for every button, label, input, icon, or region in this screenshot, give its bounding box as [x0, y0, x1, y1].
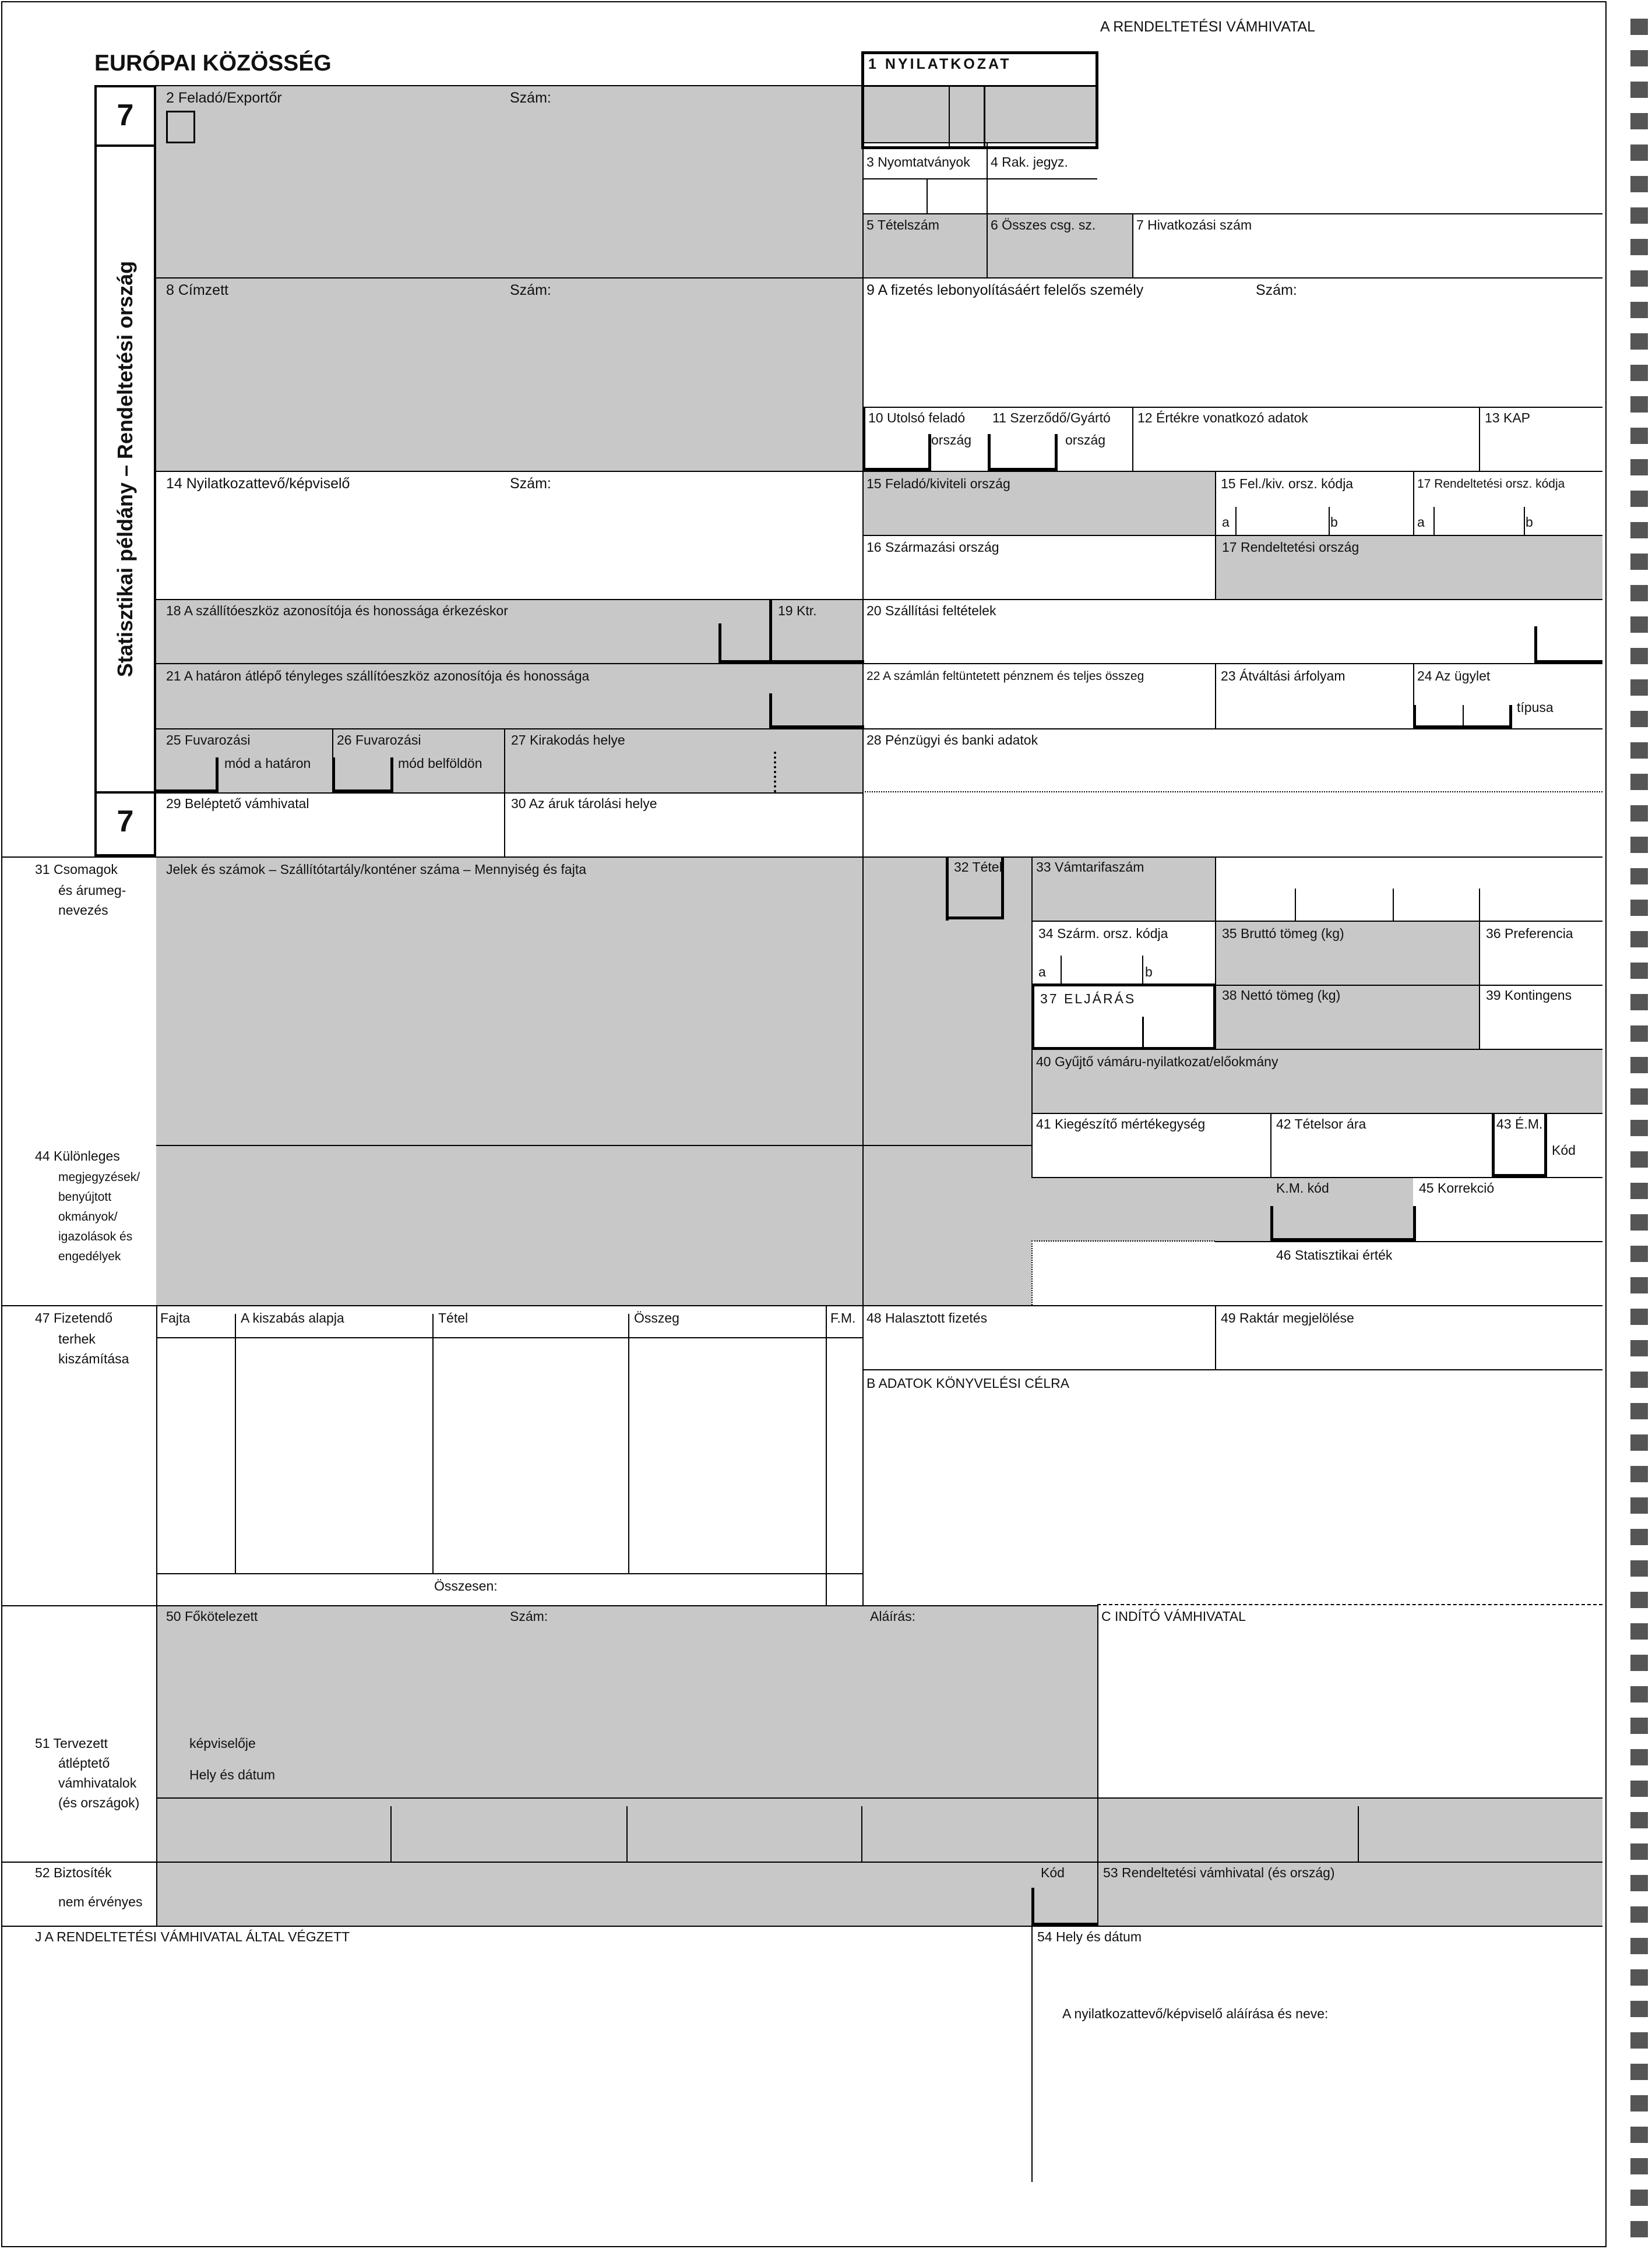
perforation-mark	[1630, 522, 1648, 538]
shade-box51	[156, 1797, 1602, 1862]
box14-label: 14 Nyilatkozattevő/képviselő	[166, 475, 350, 492]
box31-label-2: és árumeg-	[58, 883, 126, 898]
perforation-mark	[1630, 396, 1648, 413]
form-title: EURÓPAI KÖZÖSSÉG	[94, 51, 332, 76]
shade-box2	[156, 85, 862, 277]
copy-label: Statisztikai példány – Rendeltetési ország	[113, 260, 137, 678]
box42-label: 42 Tételsor ára	[1276, 1116, 1366, 1131]
perforation-mark	[1630, 585, 1648, 601]
line	[156, 85, 862, 86]
perforation-mark	[1630, 2221, 1648, 2237]
perforation-mark	[1630, 1560, 1648, 1577]
shade-box50	[156, 1605, 1097, 1797]
box51-label-4: (és országok)	[58, 1795, 140, 1810]
perforation-mark	[1630, 333, 1648, 350]
perforation-mark	[1630, 1875, 1648, 1891]
perforation-mark	[1630, 1183, 1648, 1199]
perforation-mark	[1630, 302, 1648, 318]
perforation-mark	[1630, 239, 1648, 255]
perforation-mark	[1630, 1529, 1648, 1545]
perforation-mark	[1630, 1246, 1648, 1262]
box25-label: 25 Fuvarozási	[166, 732, 251, 748]
perforation-mark	[1630, 1025, 1648, 1042]
perforation-mark	[1630, 1592, 1648, 1608]
box43-kod: Kód	[1552, 1143, 1576, 1158]
box1-label: 1 NYILATKOZAT	[868, 56, 1012, 72]
perforation-strip	[1626, 0, 1652, 2249]
box24-label: 24 Az ügylet	[1417, 668, 1491, 683]
perforation-mark	[1630, 459, 1648, 475]
box44-label-4: okmányok/	[58, 1210, 118, 1224]
box47-label-2: terhek	[58, 1331, 96, 1346]
box32-label: 32 Tétel	[954, 859, 1002, 875]
box4-label: 4 Rak. jegyz.	[991, 154, 1068, 170]
box34-b: b	[1145, 964, 1153, 979]
box-A-label: A RENDELTETÉSI VÁMHIVATAL	[1100, 19, 1316, 35]
perforation-mark	[1630, 2095, 1648, 2111]
box2-checkbox[interactable]	[166, 111, 195, 143]
box16-label: 16 Származási ország	[866, 540, 999, 555]
box27-label: 27 Kirakodás helye	[511, 732, 625, 748]
box23-label: 23 Átváltási árfolyam	[1221, 668, 1345, 683]
box51-label: 51 Tervezett	[35, 1736, 108, 1751]
box47-tetel: Tétel	[438, 1310, 469, 1326]
perforation-mark	[1630, 1749, 1648, 1765]
perforation-mark	[1630, 50, 1648, 66]
box17-label: 17 Rendeltetési ország	[1222, 540, 1359, 555]
box22-label: 22 A számlán feltüntetett pénznem és teljes összeg	[866, 669, 1144, 683]
box52-label: 52 Biztosíték	[35, 1865, 112, 1880]
perforation-mark	[1630, 1906, 1648, 1923]
perforation-mark	[1630, 616, 1648, 633]
perforation-mark	[1630, 113, 1648, 129]
box53-label: 53 Rendeltetési vámhivatal (és ország)	[1103, 1865, 1335, 1880]
perforation-mark	[1630, 1812, 1648, 1828]
copy-number-top: 7	[117, 98, 134, 132]
box43-label: 43 É.M.	[1496, 1116, 1543, 1131]
box38-label: 38 Nettó tömeg (kg)	[1222, 988, 1341, 1003]
box47-alap: A kiszabás alapja	[241, 1310, 344, 1326]
box8-szam-label: Szám:	[510, 282, 551, 298]
box31-desc: Jelek és számok – Szállítótartály/konténer száma – Mennyiség és fajta	[166, 862, 587, 877]
perforation-mark	[1630, 270, 1648, 287]
perforation-mark	[1630, 2001, 1648, 2017]
perforation-mark	[1630, 1434, 1648, 1451]
perforation-mark	[1630, 1340, 1648, 1356]
perforation-mark	[1630, 2032, 1648, 2049]
dotted-line	[862, 791, 1602, 792]
box28-label: 28 Pénzügyi és banki adatok	[866, 732, 1038, 748]
box46-label: 46 Statisztikai érték	[1276, 1247, 1393, 1263]
copy-number-bottom: 7	[117, 805, 134, 838]
perforation-mark	[1630, 1497, 1648, 1514]
perforation-mark	[1630, 2064, 1648, 2080]
shade-box31	[156, 856, 1031, 1145]
box47-fajta: Fajta	[160, 1310, 191, 1326]
box50-hely: Hely és dátum	[189, 1767, 276, 1782]
perforation-mark	[1630, 2127, 1648, 2143]
box-J-label: J A RENDELTETÉSI VÁMHIVATAL ÁLTAL VÉGZETT	[35, 1929, 350, 1944]
perforation-mark	[1630, 1151, 1648, 1168]
shade-box44	[156, 1145, 1031, 1305]
copy-number-divider-bottom	[94, 791, 156, 794]
box52-nem-ervenyes: nem érvényes	[58, 1894, 143, 1909]
box34-a: a	[1038, 964, 1046, 979]
box51-label-3: vámhivatalok	[58, 1775, 137, 1790]
box50-szam-label: Szám:	[510, 1609, 548, 1624]
box33-label: 33 Vámtarifaszám	[1036, 859, 1144, 875]
box15-label: 15 Feladó/kiviteli ország	[866, 476, 1010, 491]
perforation-mark	[1630, 365, 1648, 381]
perforation-mark	[1630, 837, 1648, 853]
perforation-mark	[1630, 868, 1648, 884]
perforation-mark	[1630, 774, 1648, 790]
box-C-label: C INDÍTÓ VÁMHIVATAL	[1101, 1609, 1246, 1624]
perforation-mark	[1630, 1372, 1648, 1388]
perforation-mark	[1630, 1120, 1648, 1136]
box17a-b: b	[1526, 514, 1533, 530]
perforation-mark	[1630, 1466, 1648, 1482]
box9-label: 9 A fizetés lebonyolításáért felelős személy	[866, 282, 1144, 298]
box36-label: 36 Preferencia	[1486, 926, 1573, 941]
box41-label: 41 Kiegészítő mértékegység	[1036, 1116, 1206, 1131]
box50-alairas: Aláírás:	[870, 1609, 915, 1624]
box20-label: 20 Szállítási feltételek	[866, 603, 996, 618]
perforation-mark	[1630, 1057, 1648, 1073]
perforation-mark	[1630, 2190, 1648, 2206]
box31-label: 31 Csomagok	[35, 862, 118, 877]
box26-sub: mód belföldön	[398, 756, 482, 771]
box50-kepviseloje: képviselője	[189, 1736, 256, 1751]
box5-label: 5 Tételszám	[866, 217, 939, 232]
box18-label: 18 A szállítóeszköz azonosítója és honossága érkezéskor	[166, 603, 508, 618]
box11-label: 11 Szerződő/Gyártó	[992, 410, 1111, 425]
box17a-label: 17 Rendeltetési orsz. kódja	[1417, 477, 1565, 491]
perforation-mark	[1630, 1088, 1648, 1105]
km-kod-label: K.M. kód	[1276, 1180, 1329, 1196]
box2-szam-label: Szám:	[510, 90, 551, 106]
box10-label: 10 Utolsó feladó	[868, 410, 966, 425]
perforation-mark	[1630, 1938, 1648, 1954]
perforation-mark	[1630, 1309, 1648, 1325]
perforation-mark	[1630, 963, 1648, 979]
perforation-mark	[1630, 648, 1648, 664]
box17a-a: a	[1417, 514, 1425, 530]
box19-label: 19 Ktr.	[778, 603, 817, 618]
box54-label: 54 Hely és dátum	[1037, 1929, 1142, 1944]
box3-label: 3 Nyomtatványok	[866, 154, 970, 170]
box47-label: 47 Fizetendő	[35, 1310, 112, 1326]
perforation-mark	[1630, 2158, 1648, 2174]
perforation-mark	[1630, 711, 1648, 727]
perforation-mark	[1630, 19, 1648, 35]
box15a-label: 15 Fel./kiv. orsz. kódja	[1221, 476, 1354, 491]
box54-alairas: A nyilatkozattevő/képviselő aláírása és neve:	[1062, 2006, 1329, 2021]
perforation-mark	[1630, 1781, 1648, 1797]
box45-label: 45 Korrekció	[1419, 1180, 1495, 1196]
perforation-mark	[1630, 1686, 1648, 1702]
box9-szam-label: Szám:	[1256, 282, 1297, 298]
perforation-mark	[1630, 805, 1648, 822]
box47-osszesen: Összesen:	[434, 1578, 498, 1594]
box51-label-2: átléptető	[58, 1756, 110, 1771]
box37-label: 37 ELJÁRÁS	[1040, 991, 1136, 1006]
perforation-mark	[1630, 428, 1648, 444]
box15a-b: b	[1330, 514, 1338, 530]
box13-label: 13 KAP	[1485, 410, 1530, 425]
box35-label: 35 Bruttó tömeg (kg)	[1222, 926, 1344, 941]
perforation-mark	[1630, 679, 1648, 696]
box48-label: 48 Halasztott fizetés	[866, 1310, 988, 1326]
box25-sub: mód a határon	[224, 756, 311, 771]
box52-kod: Kód	[1041, 1865, 1065, 1880]
box44-label-5: igazolások és	[58, 1230, 133, 1243]
box47-fm: F.M.	[830, 1310, 856, 1326]
perforation-mark	[1630, 554, 1648, 570]
box12-label: 12 Értékre vonatkozó adatok	[1137, 410, 1308, 425]
box2-label: 2 Feladó/Exportőr	[166, 90, 282, 106]
box49-label: 49 Raktár megjelölése	[1221, 1310, 1354, 1326]
box24-tipusa: típusa	[1517, 700, 1554, 715]
box26-label: 26 Fuvarozási	[337, 732, 421, 748]
box29-label: 29 Beléptető vámhivatal	[166, 796, 309, 811]
box8-label: 8 Címzett	[166, 282, 228, 298]
perforation-mark	[1630, 82, 1648, 98]
box14-szam-label: Szám:	[510, 475, 551, 492]
box7-label: 7 Hivatkozási szám	[1136, 217, 1252, 232]
box31-label-3: nevezés	[58, 903, 108, 918]
box40-label: 40 Gyűjtő vámáru-nyilatkozat/előokmány	[1036, 1054, 1278, 1069]
perforation-mark	[1630, 1623, 1648, 1640]
copy-number-divider	[94, 144, 156, 147]
shade-box8	[156, 277, 862, 471]
box44-label-3: benyújtott	[58, 1190, 112, 1204]
perforation-mark	[1630, 900, 1648, 916]
box44-label-2: megjegyzések/	[58, 1171, 140, 1184]
box30-label: 30 Az áruk tárolási helye	[511, 796, 657, 811]
shade-box52	[156, 1862, 1602, 1926]
box-B-label: B ADATOK KÖNYVELÉSI CÉLRA	[866, 1376, 1070, 1391]
box39-label: 39 Kontingens	[1486, 988, 1572, 1003]
perforation-mark	[1630, 144, 1648, 161]
perforation-mark	[1630, 1277, 1648, 1293]
perforation-mark	[1630, 1214, 1648, 1231]
perforation-mark	[1630, 742, 1648, 759]
perforation-mark	[1630, 994, 1648, 1010]
box11-orszag: ország	[1065, 432, 1106, 447]
box47-osszeg: Összeg	[634, 1310, 679, 1326]
box15a-a: a	[1222, 514, 1230, 530]
perforation-mark	[1630, 176, 1648, 192]
perforation-mark	[1630, 1718, 1648, 1734]
perforation-mark	[1630, 1655, 1648, 1671]
box10-orszag: ország	[931, 432, 972, 447]
perforation-mark	[1630, 1969, 1648, 1986]
box21-label: 21 A határon átlépő tényleges szállítóeszköz azonosítója és honossága	[166, 668, 590, 683]
box44-label: 44 Különleges	[35, 1148, 120, 1164]
perforation-mark	[1630, 491, 1648, 507]
box44-label-6: engedélyek	[58, 1250, 121, 1263]
box6-label: 6 Összes csg. sz.	[991, 217, 1096, 232]
box50-label: 50 Főkötelezett	[166, 1609, 258, 1624]
perforation-mark	[1630, 1403, 1648, 1419]
perforation-mark	[1630, 207, 1648, 224]
box34-label: 34 Szárm. orsz. kódja	[1038, 926, 1168, 941]
box47-label-3: kiszámítása	[58, 1351, 129, 1366]
perforation-mark	[1630, 931, 1648, 947]
perforation-mark	[1630, 1843, 1648, 1860]
